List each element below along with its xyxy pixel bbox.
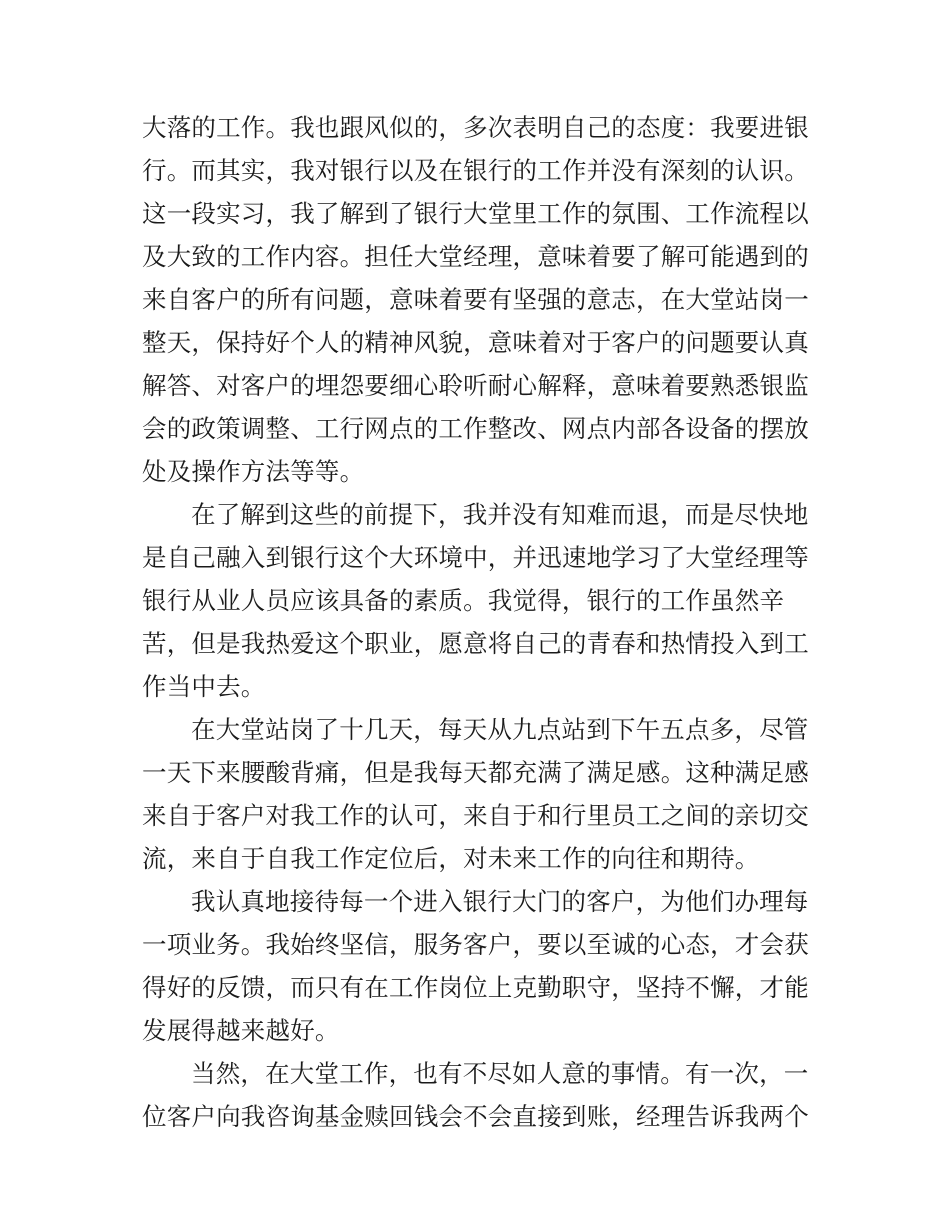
text-line: 流，来自于自我工作定位后，对未来工作的向往和期待。 <box>142 844 760 873</box>
text-line: 大落的工作。我也跟风似的，多次表明自己的态度：我要进银 <box>142 113 809 142</box>
text-line: 一项业务。我始终坚信，服务客户，要以至诚的心态，才会获 <box>142 930 809 959</box>
text-line: 在大堂站岗了十几天，每天从九点站到下午五点多，尽管 <box>191 715 809 744</box>
text-line: 会的政策调整、工行网点的工作整改、网点内部各设备的摆放 <box>142 414 809 443</box>
text-line: 作当中去。 <box>142 672 266 701</box>
text-line: 当然，在大堂工作，也有不尽如人意的事情。有一次，一 <box>191 1059 809 1088</box>
text-line: 苦，但是我热爱这个职业，愿意将自己的青春和热情投入到工 <box>142 629 809 658</box>
text-line: 发展得越来越好。 <box>142 1016 340 1045</box>
text-line: 来自客户的所有问题，意味着要有坚强的意志，在大堂站岗一 <box>142 285 809 314</box>
paragraph-4 <box>142 880 812 1052</box>
paragraph-1 <box>142 106 812 493</box>
text-line: 来自于客户对我工作的认可，来自于和行里员工之间的亲切交 <box>142 801 809 830</box>
text-line: 处及操作方法等等。 <box>142 457 365 486</box>
text-line: 解答、对客户的埋怨要细心聆听耐心解释，意味着要熟悉银监 <box>142 371 809 400</box>
paragraph-3 <box>142 708 812 880</box>
text-line: 位客户向我咨询基金赎回钱会不会直接到账，经理告诉我两个 <box>142 1102 809 1131</box>
text-line: 这一段实习，我了解到了银行大堂里工作的氛围、工作流程以 <box>142 199 809 228</box>
text-line: 整天，保持好个人的精神风貌，意味着对于客户的问题要认真 <box>142 328 809 357</box>
text-line: 一天下来腰酸背痛，但是我每天都充满了满足感。这种满足感 <box>142 758 809 787</box>
paragraph-5 <box>142 1052 812 1138</box>
text-line: 银行从业人员应该具备的素质。我觉得，银行的工作虽然辛 <box>142 586 785 615</box>
text-line: 行。而其实，我对银行以及在银行的工作并没有深刻的认识。 <box>142 156 809 185</box>
text-line: 在了解到这些的前提下，我并没有知难而退，而是尽快地 <box>191 500 809 529</box>
text-line: 是自己融入到银行这个大环境中，并迅速地学习了大堂经理等 <box>142 543 809 572</box>
document-body <box>142 106 812 1138</box>
text-line: 我认真地接待每一个进入银行大门的客户，为他们办理每 <box>191 887 809 916</box>
paragraph-2 <box>142 493 812 708</box>
text-line: 得好的反馈，而只有在工作岗位上克勤职守，坚持不懈，才能 <box>142 973 809 1002</box>
text-line: 及大致的工作内容。担任大堂经理，意味着要了解可能遇到的 <box>142 242 809 271</box>
